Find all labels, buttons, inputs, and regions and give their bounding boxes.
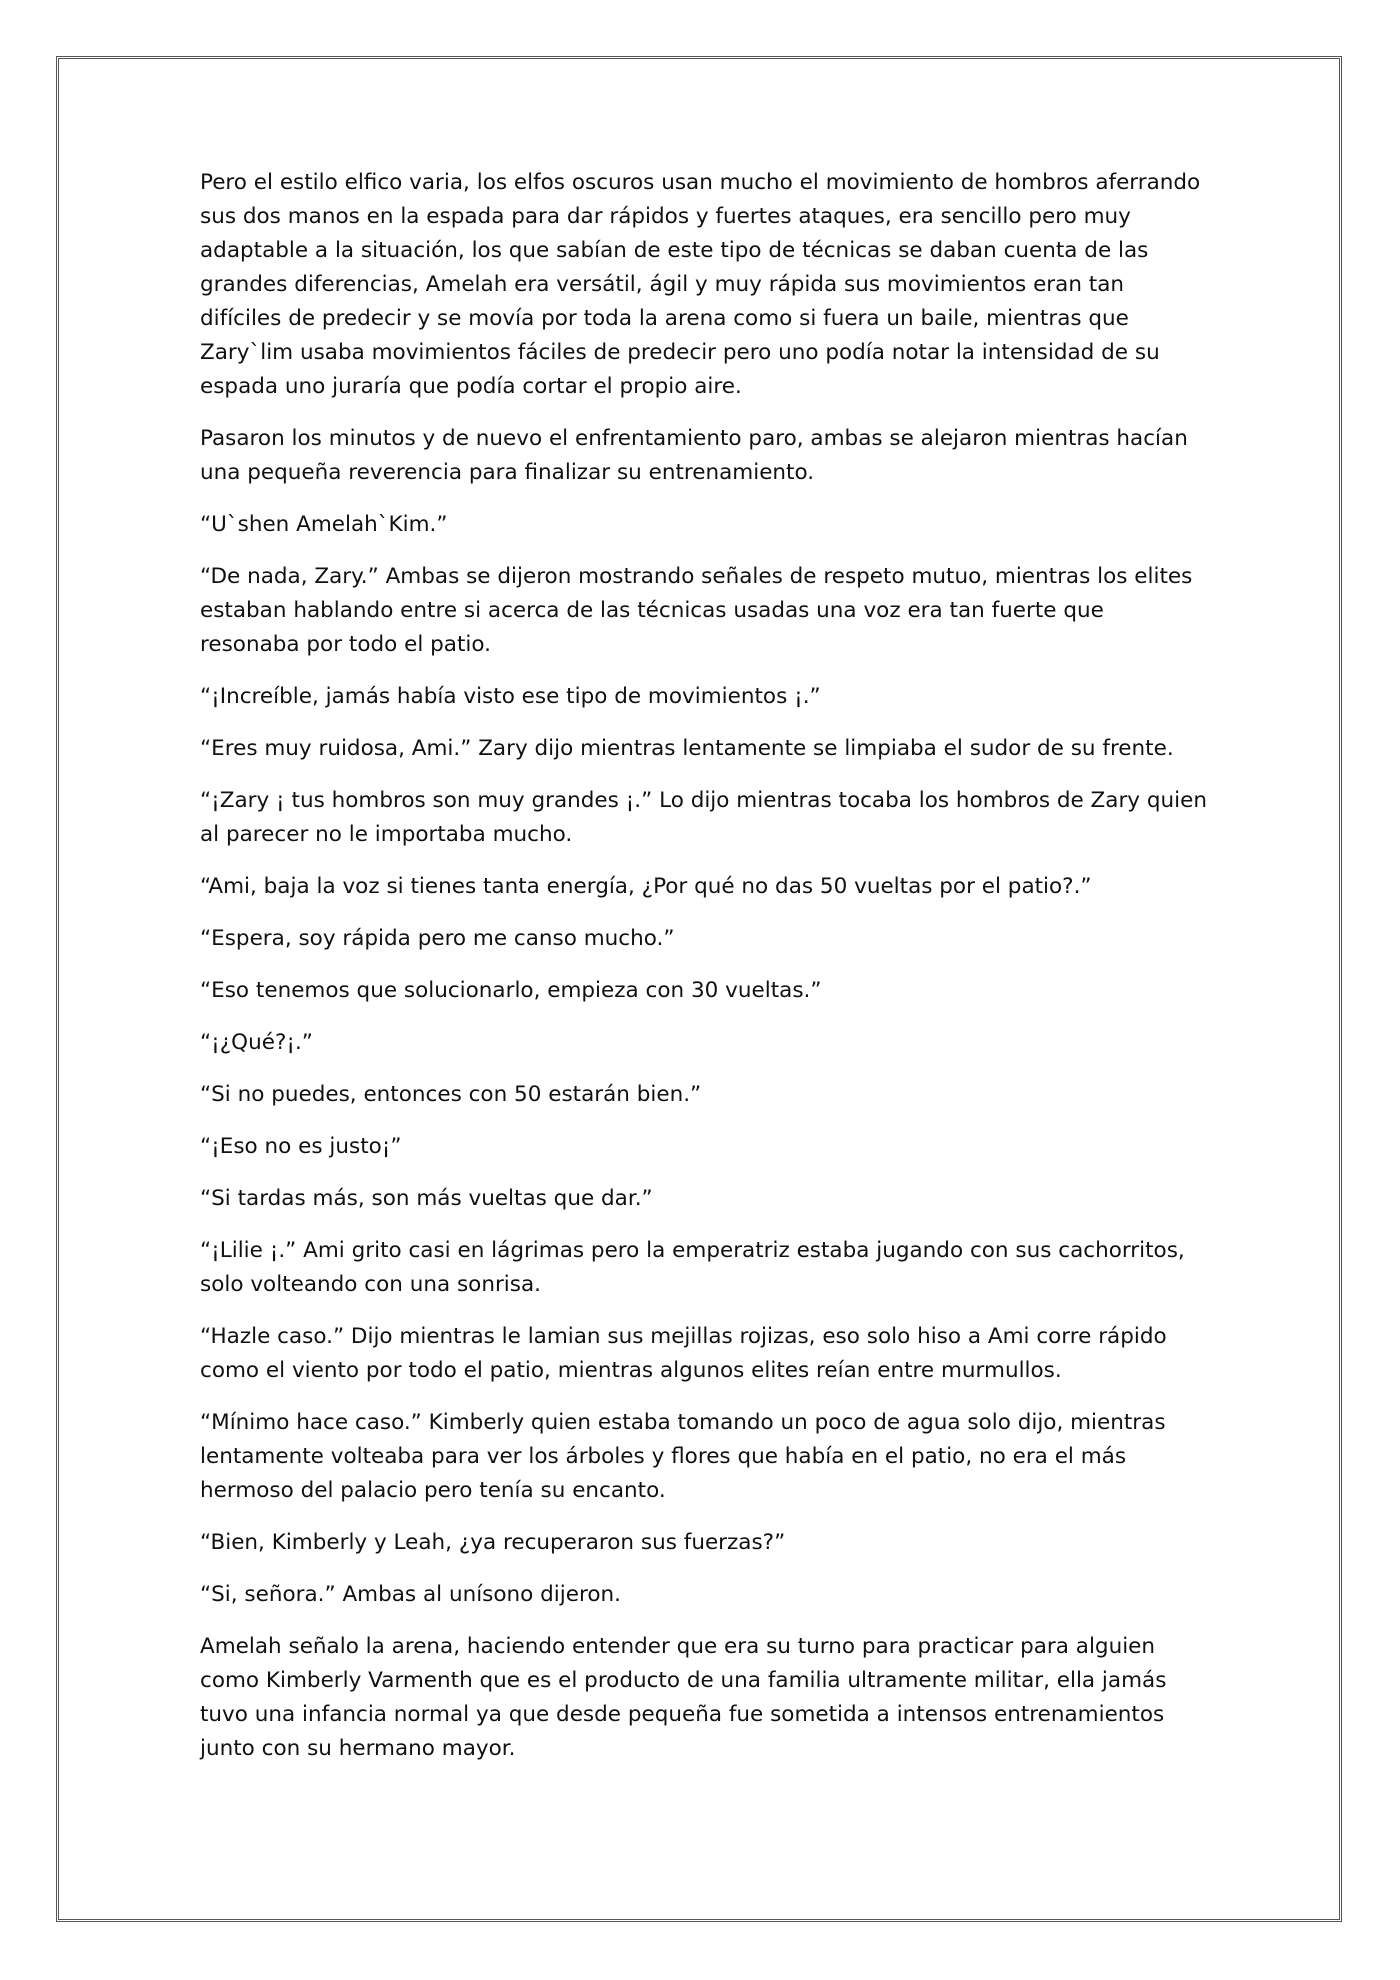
paragraph: “¡Zary ¡ tus hombros son muy grandes ¡.” Lo dijo mientras tocaba los hombros de Zary quien al parecer no le importaba mucho. bbox=[200, 788, 1207, 847]
paragraph: “Eso tenemos que solucionarlo, empieza con 30 vueltas.” bbox=[200, 978, 822, 1003]
paragraph: “Bien, Kimberly y Leah, ¿ya recuperaron sus fuerzas?” bbox=[200, 1530, 786, 1555]
paragraph: “De nada, Zary.” Ambas se dijeron mostrando señales de respeto mutuo, mientras los elites estaban hablando entre si acerca de las técnicas usadas una voz era tan fuerte que resonaba por todo el patio. bbox=[200, 564, 1193, 657]
paragraph: Amelah señalo la arena, haciendo entender que era su turno para practicar para alguien como Kimberly Varmenth que es el producto de una familia ultramente militar, ella jamás tuvo una infancia normal ya que desde pequeña fue sometida a intensos entrenamientos junto con su hermano mayor. bbox=[200, 1634, 1167, 1761]
paragraph: “¡¿Qué?¡.” bbox=[200, 1030, 313, 1055]
paragraph: “¡Eso no es justo¡” bbox=[200, 1134, 402, 1159]
paragraph: “Ami, baja la voz si tienes tanta energía, ¿Por qué no das 50 vueltas por el patio?.” bbox=[200, 874, 1092, 899]
paragraph: Pero el estilo elfico varia, los elfos oscuros usan mucho el movimiento de hombros aferrando sus dos manos en la espada para dar rápidos y fuertes ataques, era sencillo pero muy adaptable a la situación, los que sabían de este tipo de técnicas se daban cuenta de las grandes diferencias, Amelah era versátil, ágil y muy rápida sus movimientos eran tan difíciles de predecir y se movía por toda la arena como si fuera un baile, mientras que Zary`lim usaba movimientos fáciles de predecir pero uno podía notar la intensidad de su espada uno juraría que podía cortar el propio aire. bbox=[200, 170, 1201, 399]
paragraph: Pasaron los minutos y de nuevo el enfrentamiento paro, ambas se alejaron mientras hacían una pequeña reverencia para finalizar su entrenamiento. bbox=[200, 426, 1188, 485]
paragraph: “Eres muy ruidosa, Ami.” Zary dijo mientras lentamente se limpiaba el sudor de su frente. bbox=[200, 736, 1174, 761]
paragraph: “¡Lilie ¡.” Ami grito casi en lágrimas pero la emperatriz estaba jugando con sus cachorritos, solo volteando con una sonrisa. bbox=[200, 1238, 1185, 1297]
paragraph: “Espera, soy rápida pero me canso mucho.” bbox=[200, 926, 675, 951]
paragraph: “Si, señora.” Ambas al unísono dijeron. bbox=[200, 1582, 621, 1607]
document-body bbox=[200, 166, 1210, 1784]
paragraph: “Hazle caso.” Dijo mientras le lamian sus mejillas rojizas, eso solo hiso a Ami corre rápido como el viento por todo el patio, mientras algunos elites reían entre murmullos. bbox=[200, 1324, 1167, 1383]
paragraph: “U`shen Amelah`Kim.” bbox=[200, 512, 448, 537]
paragraph: “¡Increíble, jamás había visto ese tipo de movimientos ¡.” bbox=[200, 684, 821, 709]
paragraph: “Si no puedes, entonces con 50 estarán bien.” bbox=[200, 1082, 702, 1107]
paragraph: “Mínimo hace caso.” Kimberly quien estaba tomando un poco de agua solo dijo, mientras lentamente volteaba para ver los árboles y flores que había en el patio, no era el más hermoso del palacio pero tenía su encanto. bbox=[200, 1410, 1166, 1503]
paragraph: “Si tardas más, son más vueltas que dar.” bbox=[200, 1186, 653, 1211]
